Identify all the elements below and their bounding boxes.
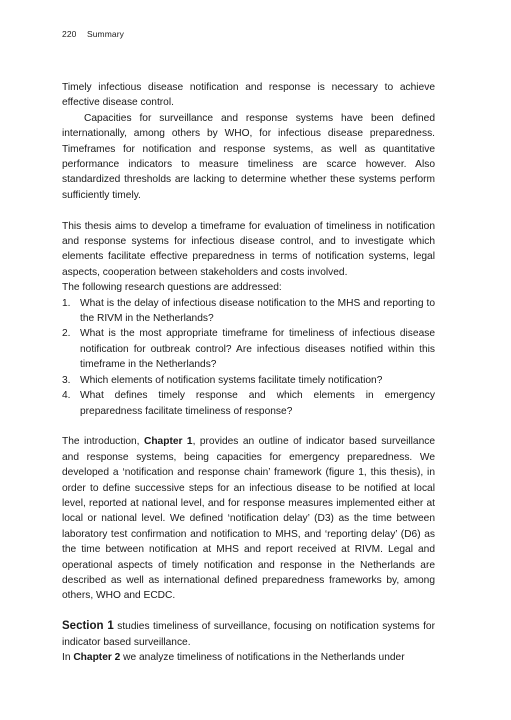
section-title: Summary xyxy=(86,29,125,39)
questions-intro: The following research questions are addressed: xyxy=(62,282,282,294)
text-run: studies timeliness of surveillance, focusing on notification systems for indicator based surveillance. xyxy=(62,621,435,648)
page-number: 220 xyxy=(62,29,77,39)
list-item-text: What is the most appropriate timeframe for timeliness of infectious disease notification for outbreak control? Are infectious diseases notified within this timeframe in the Netherlands? xyxy=(80,328,435,371)
list-item xyxy=(62,296,435,327)
chapter-1-paragraph xyxy=(62,434,435,603)
list-item xyxy=(62,326,435,372)
research-questions-list xyxy=(62,296,435,419)
capacities-paragraph: Capacities for surveillance and response systems have been defined internationally, among others by WHO, for infectious disease preparedness. Timeframes for notification and response systems, as well as quantitative performance indicators to measure timeliness are scarce however. Also standardized thresholds are lacking to determine whether these systems perform sufficiently timely. xyxy=(62,112,435,201)
section-1-paragraph xyxy=(62,619,435,650)
text-run: , provides an outline of indicator based surveillance and response systems, being capacities for emergency preparedness. We developed a ‘notification and response chain’ framework (figure 1, this thesis), in order to define successive steps for an infectious disease to be notified at local level, reported at national level, and for response measures implemented either at local or national level. We defined ‘notification delay’ (D3) as the time between laboratory test confirmation and notification to MHS, and ‘reporting delay’ (D6) as the time between notification at MHS and report received at RIVM. Legal and operational aspects of timely notification and response in the Netherlands are described as well as international defined preparedness frameworks by, among others, WHO and ECDC. xyxy=(62,436,436,602)
list-item-text: Which elements of notification systems facilitate timely notification? xyxy=(80,374,383,386)
text-run: In xyxy=(62,651,74,663)
list-item xyxy=(62,388,435,419)
list-item xyxy=(62,373,435,388)
body-text xyxy=(62,80,435,665)
list-item-text: What defines timely response and which elements in emergency preparedness facilitate timeliness of response? xyxy=(80,390,435,417)
list-number: 3. xyxy=(62,374,71,386)
list-number: 1. xyxy=(62,297,71,309)
list-number: 4. xyxy=(62,390,71,402)
list-number: 2. xyxy=(62,328,71,340)
chapter-2-ref: Chapter 2 xyxy=(73,651,121,663)
list-item-text: What is the delay of infectious disease notification to the MHS and reporting to the RIVM in the Netherlands? xyxy=(80,297,435,325)
running-header xyxy=(62,29,124,39)
text-run: we analyze timeliness of notifications in the Netherlands under xyxy=(120,651,405,663)
text-run: The introduction, xyxy=(62,436,144,448)
chapter-1-ref: Chapter 1 xyxy=(143,436,193,448)
chapter-2-paragraph xyxy=(62,650,435,665)
aim-paragraph: This thesis aims to develop a timeframe for evaluation of timeliness in notification and response systems for infectious disease control, and to investigate which elements facilitate effective preparedness in terms of notification systems, legal aspects, cooperation between stakeholders and costs involved. xyxy=(62,220,435,278)
section-1-label: Section 1 xyxy=(62,620,114,633)
intro-paragraph: Timely infectious disease notification and response is necessary to achieve effective disease control. xyxy=(62,82,435,109)
